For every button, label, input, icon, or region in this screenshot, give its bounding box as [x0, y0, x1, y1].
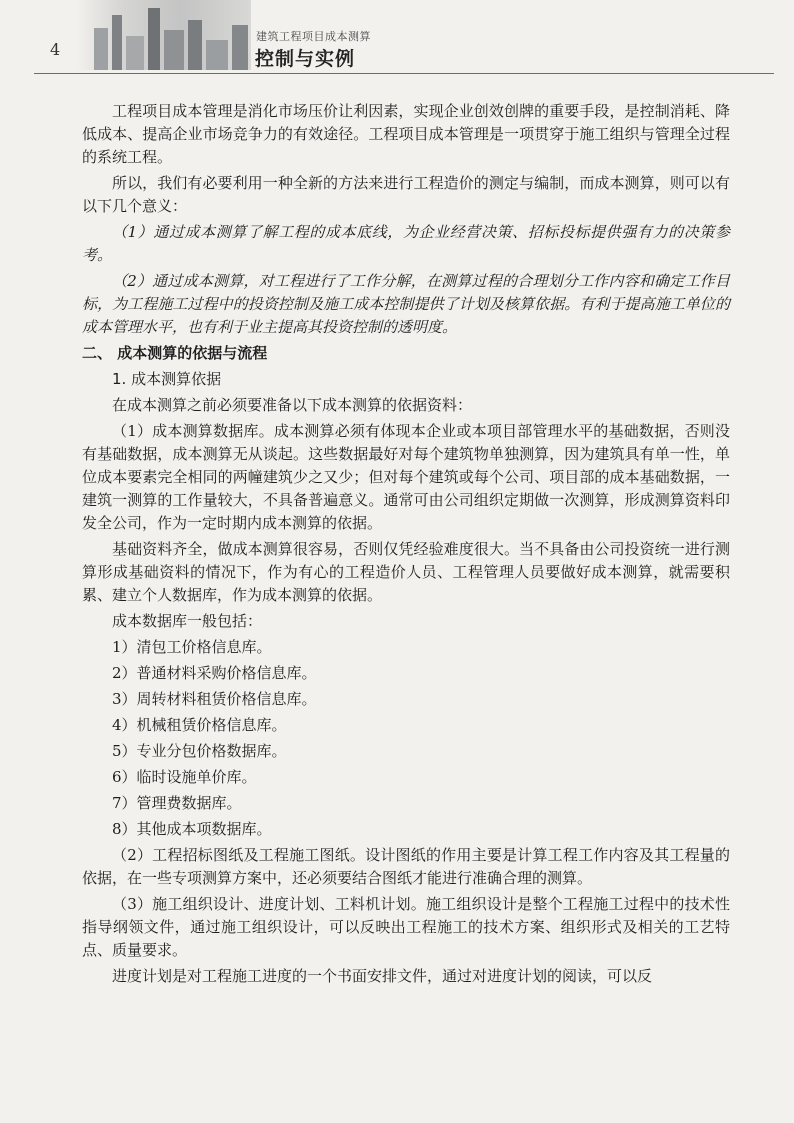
paragraph: 在成本测算之前必须要准备以下成本测算的依据资料： — [112, 396, 473, 414]
building-shape — [206, 40, 228, 70]
header-divider — [34, 73, 774, 74]
paragraph: 工程项目成本管理是消化市场压价让利因素，实现企业创效创牌的重要手段，是控制消耗、降低成本、提高企业市场竞争力的有效途径。工程项目成本管理是一项贯穿于施工组织与管理全过程的系统工程。 — [82, 102, 730, 166]
page-number: 4 — [50, 40, 61, 59]
book-title: 控制与实例 — [255, 48, 356, 70]
list-item: 7）管理费数据库。 — [112, 794, 242, 812]
building-shape — [232, 25, 248, 70]
paragraph: 基础资料齐全，做成本测算很容易，否则仅凭经验难度很大。当不具备由公司投资统一进行测算形成基础资料的情况下，作为有心的工程造价人员、工程管理人员要做好成本测算，就需要积累、建立个人数据库，作为成本测算的依据。 — [82, 540, 730, 604]
paragraph: 进度计划是对工程施工进度的一个书面安排文件，通过对进度计划的阅读，可以反 — [112, 967, 653, 985]
building-shape — [148, 8, 160, 70]
building-shape — [112, 15, 122, 70]
page-body — [82, 100, 730, 991]
list-item: 8）其他成本项数据库。 — [112, 820, 272, 838]
page-header — [0, 0, 794, 78]
building-shape — [94, 28, 108, 70]
paragraph: （2）通过成本测算，对工程进行了工作分解，在测算过程的合理划分工作内容和确定工作目标，为工程施工过程中的投资控制及施工成本控制提供了计划及核算依据。有利于提高施工单位的成本管理水平，也有利于业主提高其投资控制的透明度。 — [82, 272, 730, 336]
paragraph: 成本数据库一般包括： — [112, 612, 263, 630]
building-shape — [126, 36, 144, 70]
list-item: 1）清包工价格信息库。 — [112, 638, 272, 656]
list-item: 4）机械租赁价格信息库。 — [112, 716, 287, 734]
list-item: 3）周转材料租赁价格信息库。 — [112, 690, 317, 708]
list-item: 5）专业分包价格数据库。 — [112, 742, 287, 760]
paragraph: （3）施工组织设计、进度计划、工料机计划。施工组织设计是整个工程施工过程中的技术性指导纲领文件，通过施工组织设计，可以反映出工程施工的技术方案、组织形式及相关的工艺特点、质量要求。 — [82, 895, 730, 959]
header-city-banner-image — [76, 0, 251, 70]
list-item: 2）普通材料采购价格信息库。 — [112, 664, 317, 682]
paragraph: （1）通过成本测算了解工程的成本底线，为企业经营决策、招标投标提供强有力的决策参考。 — [82, 223, 730, 264]
paragraph: （1）成本测算数据库。成本测算必须有体现本企业或本项目部管理水平的基础数据，否则没有基础数据，成本测算无从谈起。这些数据最好对每个建筑物单独测算，因为建筑具有单一性，单位成本要素完全相同的两幢建筑少之又少；但对每个建筑或每个公司、项目部的成本基础数据，一建筑一测算的工作量较大，不具备普遍意义。通常可由公司组织定期做一次测算，形成测算资料印发全公司，作为一定时期内成本测算的依据。 — [82, 422, 730, 532]
section-heading: 二、 成本测算的依据与流程 — [82, 344, 268, 362]
building-shape — [188, 20, 202, 70]
building-shape — [164, 30, 184, 70]
subsection-heading: 1. 成本测算依据 — [112, 370, 222, 388]
list-item: 6）临时设施单价库。 — [112, 768, 257, 786]
paragraph: （2）工程招标图纸及工程施工图纸。设计图纸的作用主要是计算工程工作内容及其工程量的依据，在一些专项测算方案中，还必须要结合图纸才能进行准确合理的测算。 — [82, 846, 730, 887]
book-subtitle: 建筑工程项目成本测算 — [256, 30, 371, 43]
paragraph: 所以，我们有必要利用一种全新的方法来进行工程造价的测定与编制，而成本测算，则可以有以下几个意义： — [82, 174, 730, 215]
